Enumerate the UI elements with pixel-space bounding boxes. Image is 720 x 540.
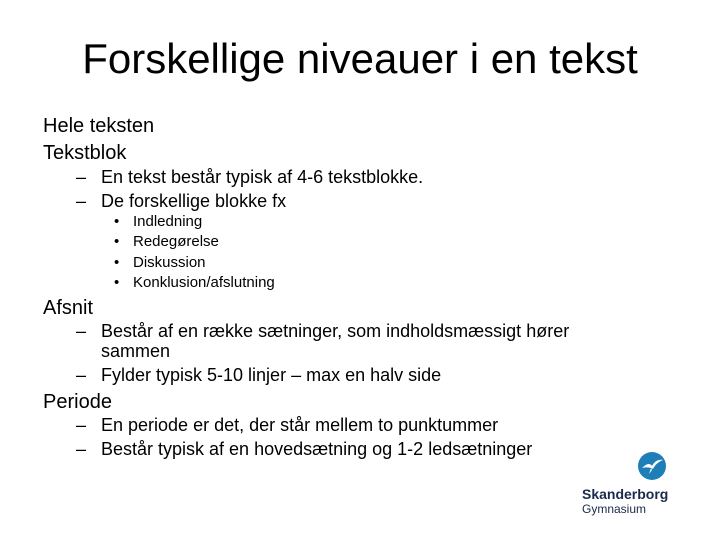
logo-subtitle: Gymnasium [582, 502, 647, 516]
level3-item [114, 232, 219, 252]
dot-bullet: • [114, 233, 120, 250]
level3-text: Indledning [133, 213, 203, 230]
level3-item [114, 253, 206, 273]
dash-bullet: – [76, 321, 87, 341]
level2-text: De forskellige blokke fx [101, 191, 287, 211]
level2-text: En periode er det, der står mellem to punktummer [101, 415, 499, 435]
dash-bullet: – [76, 439, 87, 459]
level3-text: Diskussion [133, 254, 206, 271]
level2-item [76, 414, 498, 436]
level2-text: Består af en række sætninger, som indholdsmæssigt hører [101, 321, 570, 341]
dash-bullet: – [76, 415, 87, 435]
level1-item: Afsnit [43, 297, 94, 319]
level3-item [114, 212, 202, 232]
dash-bullet: – [76, 191, 87, 211]
level2-item [76, 190, 286, 212]
level1-item: Hele teksten [43, 115, 155, 137]
level1-item: Tekstblok [43, 142, 127, 164]
level2-text: En tekst består typisk af 4-6 tekstblokke. [101, 167, 424, 187]
level2-text: Består typisk af en hovedsætning og 1-2 ledsætninger [101, 439, 533, 459]
dot-bullet: • [114, 213, 120, 230]
level2-item [76, 438, 532, 460]
school-logo [582, 448, 678, 518]
dash-bullet: – [76, 167, 87, 187]
logo-name: Skanderborg [582, 486, 669, 502]
level2-text: Fylder typisk 5-10 linjer – max en halv side [101, 365, 442, 385]
slide-title: Forskellige niveauer i en tekst [82, 35, 638, 82]
level2-item [76, 166, 423, 188]
level2-item [76, 364, 441, 386]
dot-bullet: • [114, 274, 120, 291]
level3-item [114, 273, 275, 293]
dash-bullet: – [76, 365, 87, 385]
level3-text: Redegørelse [133, 233, 219, 250]
level1-item: Periode [43, 391, 112, 413]
dot-bullet: • [114, 254, 120, 271]
level3-text: Konklusion/afslutning [133, 274, 275, 291]
clipped-line [76, 438, 570, 462]
bird-in-circle-icon [637, 451, 667, 481]
level2-continuation: sammen [101, 341, 171, 361]
level2-item [76, 320, 569, 342]
